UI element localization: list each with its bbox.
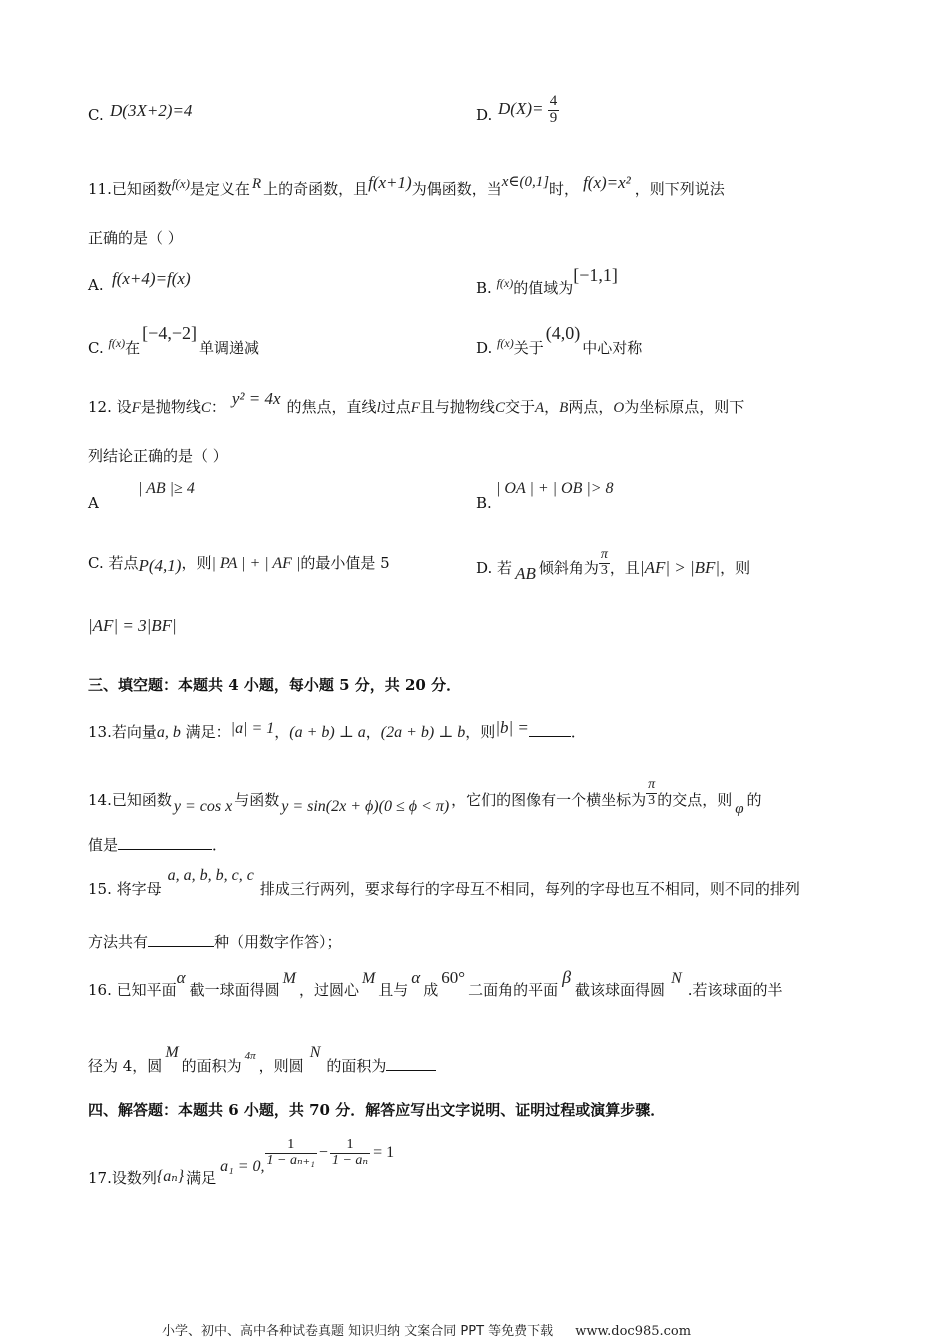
q12-option-c-label: C. xyxy=(88,554,104,572)
math: {aₙ} xyxy=(156,1168,185,1186)
text: 已知平面 xyxy=(116,981,177,999)
math: C xyxy=(494,400,505,416)
math: (4,0) xyxy=(545,323,581,343)
text: ． xyxy=(570,723,586,741)
math: α xyxy=(411,968,421,987)
q12-option-c xyxy=(88,554,390,575)
frac-den: 3 xyxy=(648,792,656,808)
math: α xyxy=(176,968,186,987)
text: 满足 xyxy=(186,1169,217,1188)
text: 已知函数 xyxy=(111,791,172,810)
q15-answer-blank[interactable] xyxy=(148,932,214,947)
text: ，则 xyxy=(181,554,212,572)
math: |a| = 1 xyxy=(230,720,275,737)
math: 60° xyxy=(441,968,466,987)
q12-number: 12. xyxy=(88,398,112,416)
math: | PA | + | AF | xyxy=(211,555,301,572)
text: 且与 xyxy=(378,981,409,999)
math: y = sin(2x + ϕ)(0 ≤ ϕ < π) xyxy=(281,798,450,816)
text: ： xyxy=(210,398,226,416)
text: 二面角的平面 xyxy=(468,981,559,999)
text: 且与抛物线 xyxy=(419,398,495,416)
text: 单调递减 xyxy=(198,339,259,357)
text: 设数列 xyxy=(111,1169,157,1188)
math: φ xyxy=(735,801,744,818)
text: 与函数 xyxy=(234,791,280,810)
q10-option-d-fraction xyxy=(548,94,560,127)
q12-option-a-label: A xyxy=(88,494,99,512)
math: N xyxy=(671,970,682,987)
text: 的面积为 xyxy=(181,1057,242,1075)
text: ，则 xyxy=(465,723,496,741)
text: ， xyxy=(544,398,560,416)
q11-option-b xyxy=(476,265,618,297)
math: a, a, b, b, c, c xyxy=(167,867,254,884)
math: f(x+1) xyxy=(368,173,412,192)
frac-num: π xyxy=(648,777,656,792)
math: N xyxy=(309,1044,321,1061)
math: AB xyxy=(515,564,536,584)
frac-den: 9 xyxy=(549,109,558,126)
text: ， xyxy=(365,723,381,741)
q11-number: 11. xyxy=(88,180,112,198)
math: a₁ = 0, xyxy=(220,1158,265,1176)
text: 截一球面得圆 xyxy=(189,981,280,999)
text: 为坐标原点，则下 xyxy=(624,398,745,416)
text: ，则 xyxy=(720,559,751,578)
math: A xyxy=(534,400,545,416)
math: x∈(0,1] xyxy=(501,174,550,190)
math: P(4,1) xyxy=(138,556,182,575)
math: R xyxy=(251,176,262,192)
q12-option-d-line2: |AF| = 3|BF| xyxy=(88,616,177,635)
q10-option-d-label: D. xyxy=(476,106,493,124)
text: 两点， xyxy=(568,398,614,416)
text: 中心对称 xyxy=(582,339,643,357)
frac-num: 1 xyxy=(265,1138,317,1154)
text: 满足： xyxy=(185,723,231,741)
frac-den: 3 xyxy=(600,562,608,578)
text: 已知函数 xyxy=(111,180,172,198)
q15-stem-line2 xyxy=(88,932,342,950)
q15-stem-line1 xyxy=(88,867,800,898)
section-4-title: 四、解答题：本题共 6 小题，共 70 分．解答应写出文字说明、证明过程或演算步骤． xyxy=(88,1101,666,1119)
math: f(x) xyxy=(108,336,126,350)
math: F xyxy=(410,400,420,416)
math: = 1 xyxy=(373,1144,395,1162)
math: |b| = xyxy=(495,718,529,737)
frac-den: 1 − aₙ xyxy=(331,1152,369,1168)
math: M xyxy=(282,970,296,987)
q12-option-b-label: B. xyxy=(476,494,492,512)
q16-answer-blank[interactable] xyxy=(386,1056,436,1071)
footer xyxy=(162,1325,691,1338)
math: C xyxy=(200,400,211,416)
math: [−4,−2] xyxy=(142,323,197,343)
math: M xyxy=(361,970,376,987)
q12-option-a-math: | AB |≥ 4 xyxy=(138,480,195,497)
text: 上的奇函数，且 xyxy=(263,180,369,198)
q17-fraction-2 xyxy=(330,1138,370,1168)
text: ． xyxy=(212,836,228,854)
math: f(x) xyxy=(497,336,514,350)
footer-url[interactable]: www.doc985.com xyxy=(575,1324,692,1339)
q10-option-d-lhs: D(X)= xyxy=(498,99,544,119)
text: ，它们的图像有一个横坐标为 xyxy=(451,791,647,810)
math: − xyxy=(318,1144,328,1162)
text: 设 xyxy=(116,398,132,416)
q17-fraction-1 xyxy=(265,1138,317,1168)
q11-option-d xyxy=(476,323,643,357)
text: 方法共有 xyxy=(88,933,149,951)
math: F xyxy=(131,400,141,416)
math: f(x)=x² xyxy=(583,173,631,192)
text: 若点 xyxy=(108,554,139,572)
math: B xyxy=(559,400,569,416)
q13-number: 13. xyxy=(88,723,112,741)
q15-number: 15. xyxy=(88,880,112,898)
text: 时， xyxy=(549,180,580,198)
q14-stem-line1 xyxy=(88,772,762,818)
frac-num: π xyxy=(600,547,608,562)
q13-stem xyxy=(88,718,586,741)
q12-option-b-math: | OA | + | OB |> 8 xyxy=(496,480,614,497)
q12-option-d xyxy=(476,540,751,584)
frac-num: 1 xyxy=(330,1138,370,1154)
text: 的焦点，直线 xyxy=(286,398,377,416)
text: 若 xyxy=(497,559,513,578)
math: f(x) xyxy=(496,276,514,290)
text: ，过圆心 xyxy=(298,981,359,999)
q11-option-a-math: f(x+4)=f(x) xyxy=(112,269,191,288)
text: ，则圆 xyxy=(258,1057,304,1075)
math: f(x) xyxy=(171,176,190,191)
math: [−1,1] xyxy=(573,265,618,285)
text: 交于 xyxy=(504,398,535,416)
q16-stem-line2 xyxy=(88,1042,436,1075)
text: 是定义在 xyxy=(189,180,250,198)
math: β xyxy=(562,967,572,987)
math: y² = 4x xyxy=(231,389,281,408)
q17-number: 17. xyxy=(88,1169,112,1188)
q12-stem-line1 xyxy=(88,389,745,416)
q11-stem-line2: 正确的是（ ） xyxy=(88,229,183,247)
text: ， xyxy=(274,723,290,741)
text: 的交点，则 xyxy=(657,791,733,810)
q16-number: 16. xyxy=(88,981,112,999)
q14-number: 14. xyxy=(88,791,112,810)
text: 是抛物线 xyxy=(140,398,201,416)
q14-stem-line2 xyxy=(88,835,227,853)
q12-option-d-label: D. xyxy=(476,559,493,578)
math: l xyxy=(376,400,381,416)
q11-option-b-label: B. xyxy=(476,279,492,297)
q14-fraction xyxy=(646,778,657,808)
text: 在 xyxy=(125,339,141,357)
frac-den: 1 − aₙ₊₁ xyxy=(266,1152,315,1168)
q10-option-d-math xyxy=(498,94,559,127)
frac-num: 4 xyxy=(549,93,558,109)
q11-option-d-label: D. xyxy=(476,339,493,357)
text: 的 xyxy=(746,791,762,810)
text: 径为 4，圆 xyxy=(88,1057,163,1075)
section-3-title: 三、填空题：本题共 4 小题，每小题 5 分，共 20 分． xyxy=(88,676,462,694)
q12-option-d-fraction xyxy=(599,548,610,578)
text: 将字母 xyxy=(116,880,162,898)
text: 为偶函数，当 xyxy=(411,180,502,198)
text: ，且 xyxy=(609,559,640,578)
q11-option-a-label: A. xyxy=(88,276,104,294)
math: M xyxy=(165,1044,179,1061)
q17-stem xyxy=(88,1137,395,1188)
q16-stem-line1 xyxy=(88,967,783,999)
text: .若该球面的半 xyxy=(687,981,783,999)
q12-stem-line2: 列结论正确的是（ ） xyxy=(88,447,228,465)
q14-answer-blank[interactable] xyxy=(118,835,212,850)
text: 若向量 xyxy=(111,723,157,741)
text: 的值域为 xyxy=(513,279,574,297)
text: 值是 xyxy=(88,836,119,854)
footer-text: 小学、初中、高中各种试卷真题 知识归纳 文案合同 PPT 等免费下载 xyxy=(162,1324,554,1339)
text: 的面积为 xyxy=(326,1057,387,1075)
math: (2a + b) ⊥ b xyxy=(380,724,466,741)
text: 种（用数字作答）； xyxy=(214,933,342,951)
text: 截该球面得圆 xyxy=(575,981,666,999)
q10-option-c-math: D(3X+2)=4 xyxy=(110,101,193,120)
q11-option-c-label: C. xyxy=(88,339,104,357)
math: a, b xyxy=(156,724,181,741)
math: 4π xyxy=(244,1050,256,1062)
text: 关于 xyxy=(513,339,544,357)
text: ，则下列说法 xyxy=(634,180,725,198)
q11-stem-line1 xyxy=(88,173,725,198)
text: 倾斜角为 xyxy=(538,559,599,578)
math: O xyxy=(613,400,625,416)
q11-option-c xyxy=(88,323,259,357)
q13-answer-blank[interactable] xyxy=(529,722,571,737)
text: 过点 xyxy=(380,398,411,416)
text: 成 xyxy=(423,981,439,999)
text: 的最小值是 5 xyxy=(300,554,390,572)
math: (a + b) ⊥ a xyxy=(289,724,366,741)
math: |AF| > |BF| xyxy=(639,558,721,578)
q10-option-c-label: C. xyxy=(88,106,104,124)
math: y = cos x xyxy=(173,798,233,816)
text: 排成三行两列，要求每行的字母互不相同，每列的字母也互不相同，则不同的排列 xyxy=(259,880,800,898)
